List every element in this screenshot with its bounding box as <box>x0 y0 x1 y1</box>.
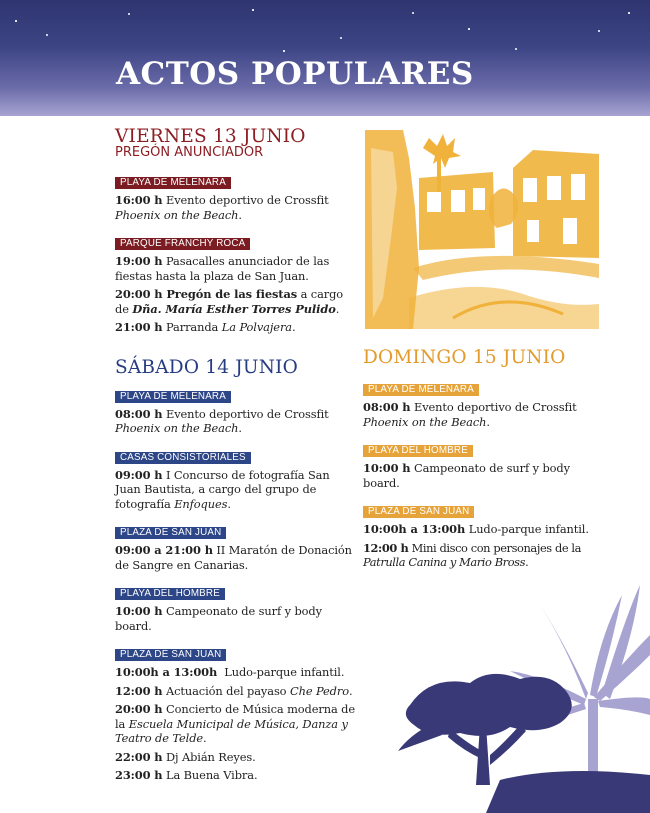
star-icon <box>46 34 48 36</box>
star-icon <box>628 12 630 14</box>
location-label: PLAZA DE SAN JUAN <box>363 506 474 518</box>
location-group <box>363 499 608 570</box>
event-item: 16:00 h Evento deportivo de Crossfit Phoenix on the Beach. <box>115 193 329 222</box>
star-icon <box>340 37 342 39</box>
location-label: PLAYA DE MELENARA <box>115 177 231 189</box>
location-label: PLAYA DE MELENARA <box>115 391 231 403</box>
location-label: PLAYA DEL HOMBRE <box>115 588 225 600</box>
star-icon <box>128 13 130 15</box>
star-icon <box>515 48 517 50</box>
star-icon <box>598 30 600 32</box>
event-item: 09:00 h I Concurso de fotografía San Juan Bautista, a cargo del grupo de fotografía Enfoques. <box>115 467 330 511</box>
header-banner <box>0 0 650 116</box>
location-group <box>363 438 608 490</box>
star-icon <box>468 28 470 30</box>
star-icon <box>412 12 414 14</box>
event-item: 09:00 a 21:00 h II Maratón de Donación de Sangre en Canarias. <box>115 543 352 572</box>
location-label: PLAYA DEL HOMBRE <box>363 445 473 457</box>
event-item: 10:00h a 13:00h Ludo-parque infantil. <box>115 665 345 679</box>
location-group <box>115 642 355 783</box>
location-label: PARQUE FRANCHY ROCA <box>115 238 250 250</box>
location-label: PLAZA DE SAN JUAN <box>115 527 226 539</box>
event-item: 08:00 h Evento deportivo de Crossfit Phoenix on the Beach. <box>115 406 329 435</box>
event-item: 22:00 h Dj Abián Reyes. <box>115 749 256 764</box>
event-item: 12:00 h Actuación del payaso Che Pedro. <box>115 683 353 698</box>
event-item: 10:00h a 13:00h Ludo-parque infantil. <box>363 522 589 536</box>
location-group <box>363 377 608 429</box>
location-group <box>115 231 355 335</box>
day-title-friday: VIERNES 13 JUNIO <box>115 126 306 147</box>
schedule-right-column <box>363 347 608 570</box>
day-title-sunday: DOMINGO 15 JUNIO <box>363 347 566 368</box>
location-group <box>115 445 355 512</box>
star-icon <box>15 20 17 22</box>
event-item: 19:00 h Pasacalles anunciador de las fiestas hasta la plaza de San Juan. <box>115 254 330 283</box>
event-item: 21:00 h Parranda La Polvajera. <box>115 320 296 334</box>
event-item: 20:00 h Concierto de Música moderna de la Escuela Municipal de Música, Danza y Teatro de Telde. <box>115 702 356 745</box>
star-icon <box>252 9 254 11</box>
page-title: ACTOS POPULARES <box>116 56 474 92</box>
event-item: 20:00 h Pregón de las fiestas a cargo de Dña. María Esther Torres Pulido. <box>115 287 344 316</box>
street-sketch-icon <box>363 128 599 329</box>
location-label: CASAS CONSISTORIALES <box>115 452 251 464</box>
palm-and-tree-silhouette-icon <box>390 575 650 813</box>
location-group <box>115 520 355 572</box>
event-item: 10:00 h Campeonato de surf y body board. <box>363 461 570 490</box>
location-group <box>115 581 355 633</box>
location-label: PLAYA DE MELENARA <box>363 384 479 396</box>
day-subtitle-friday: PREGÓN ANUNCIADOR <box>115 145 264 160</box>
location-label: PLAZA DE SAN JUAN <box>115 649 226 661</box>
location-group <box>115 170 355 222</box>
event-item: 12:00 h Mini disco con personajes de la Patrulla Canina y Mario Bross. <box>363 540 582 569</box>
schedule-left-column <box>115 126 355 783</box>
event-item: 23:00 h La Buena Vibra. <box>115 768 258 782</box>
event-item: 10:00 h Campeonato de surf y body board. <box>115 604 322 633</box>
day-title-saturday: SÁBADO 14 JUNIO <box>115 356 298 378</box>
location-group <box>115 384 355 436</box>
star-icon <box>283 50 285 52</box>
event-item: 08:00 h Evento deportivo de Crossfit Phoenix on the Beach. <box>363 400 577 429</box>
